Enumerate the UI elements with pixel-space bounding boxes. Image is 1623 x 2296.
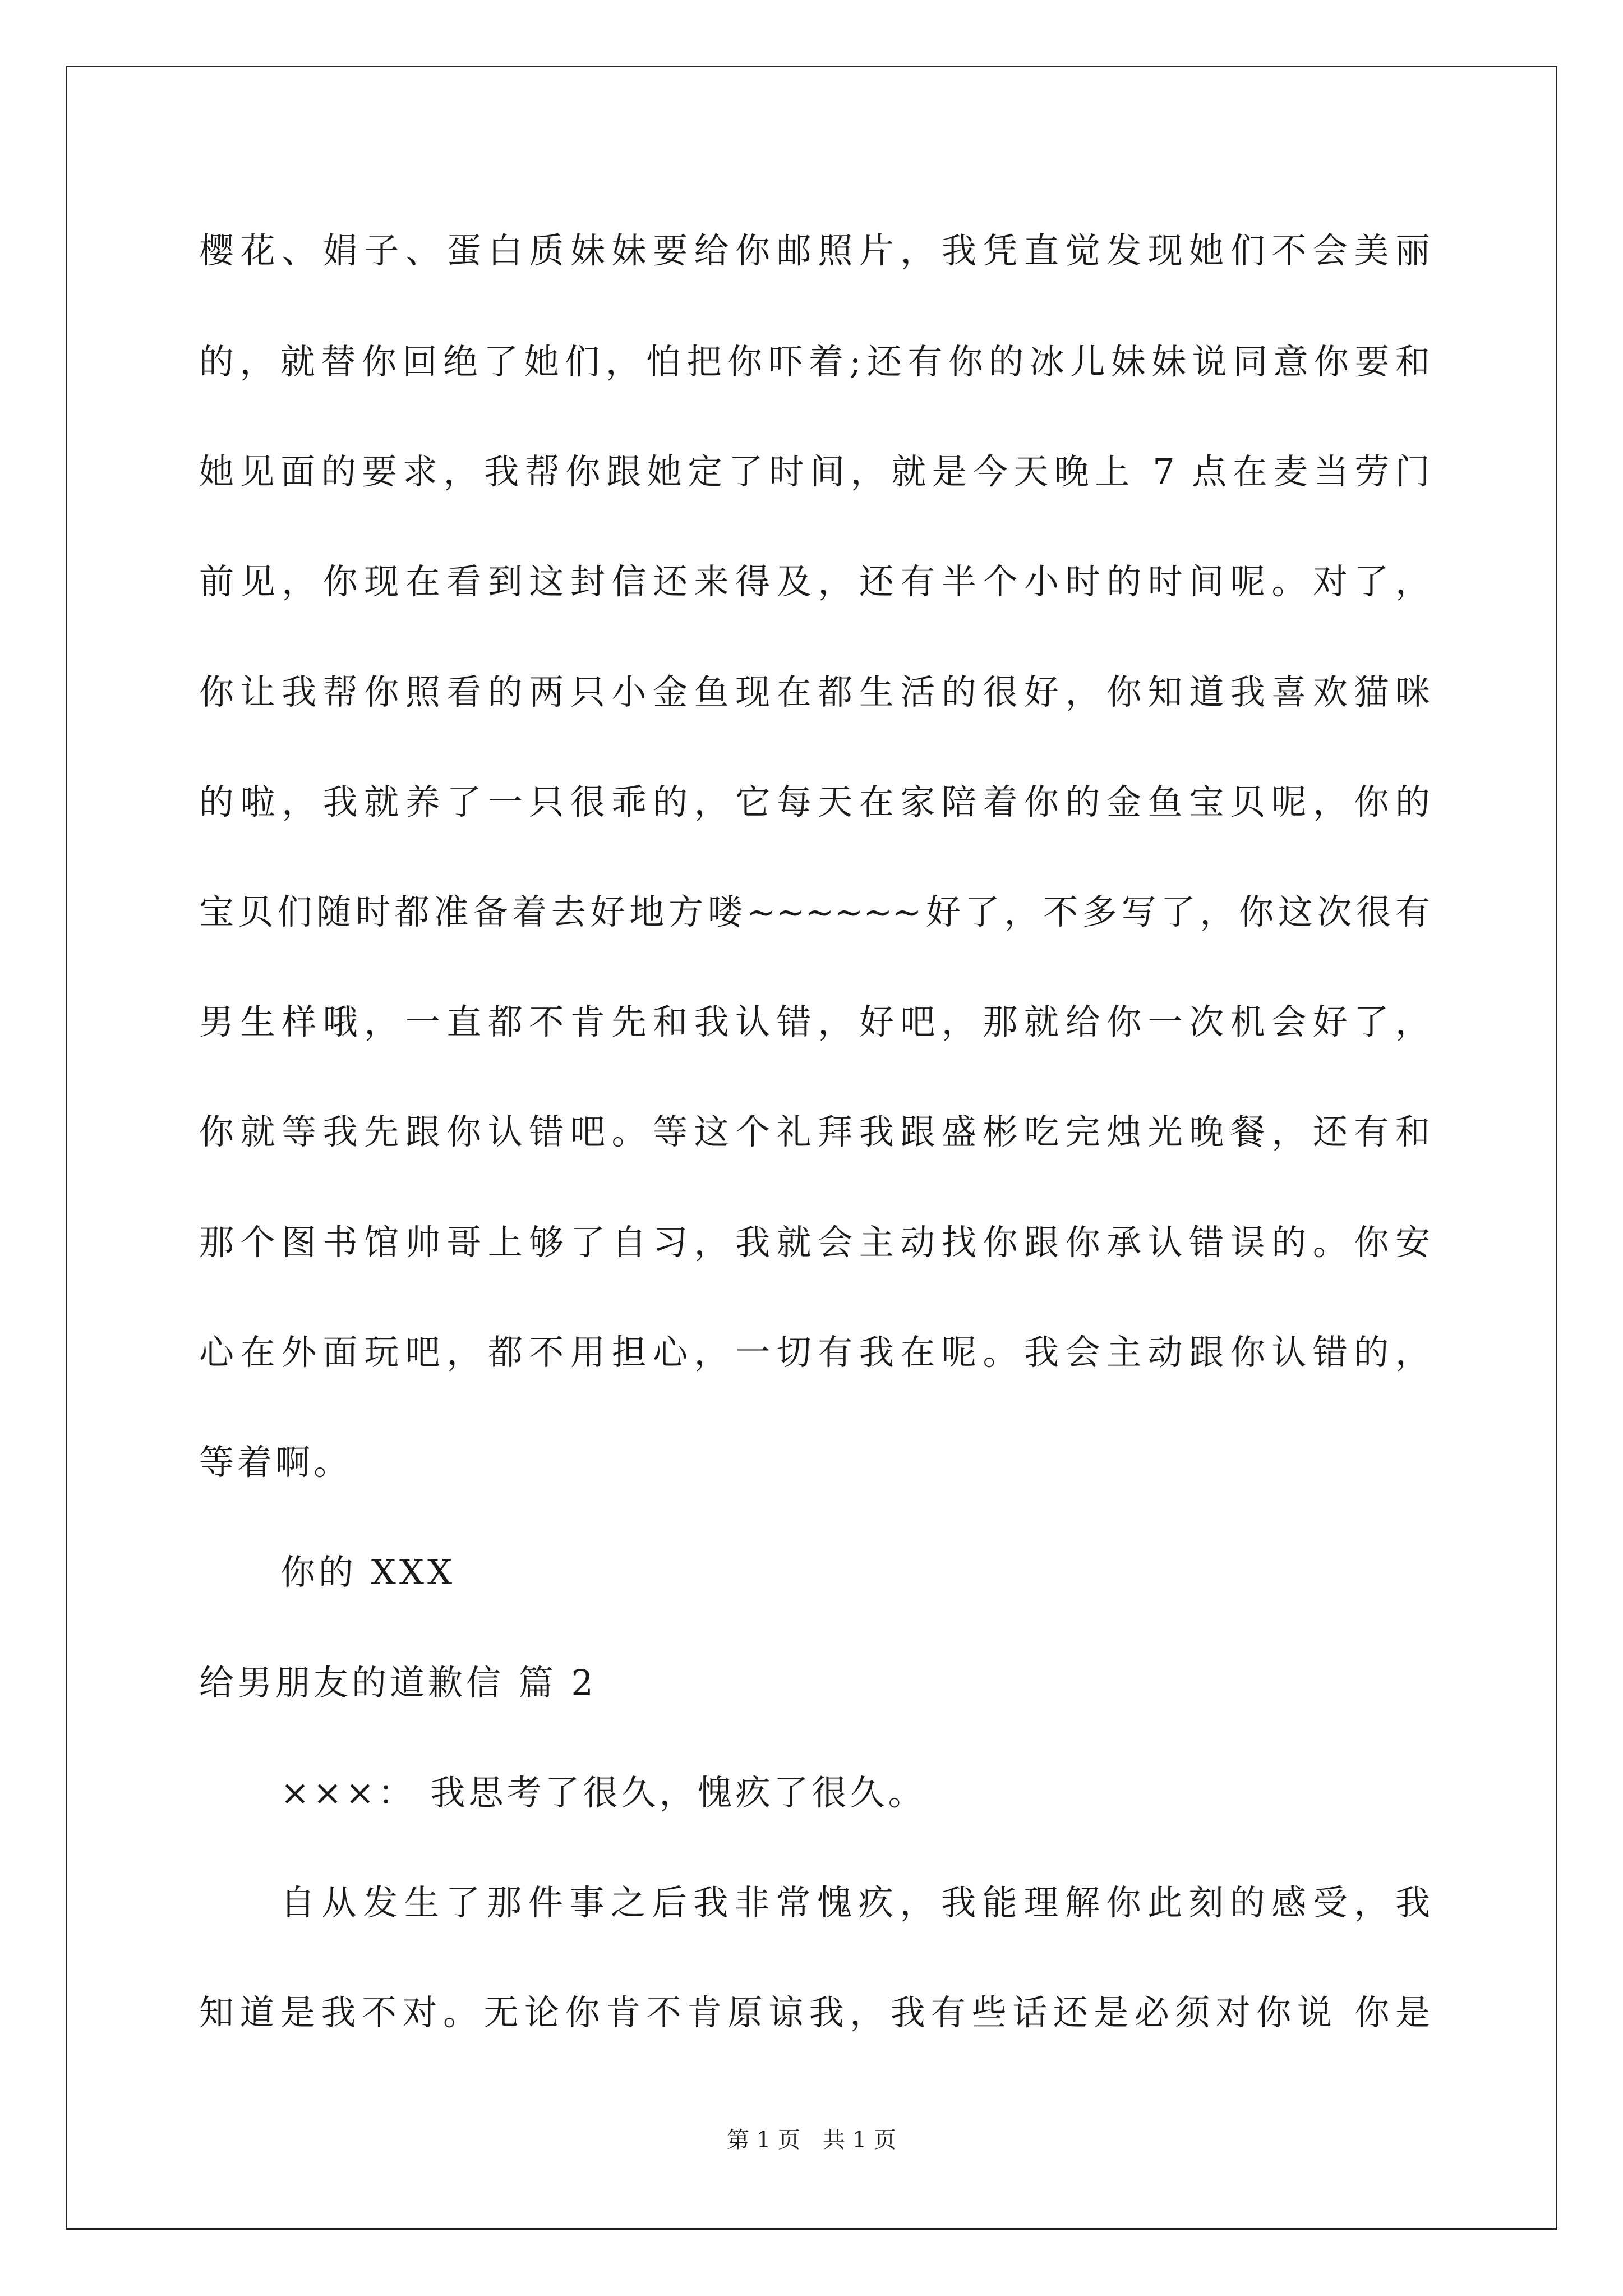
body-line-9: 你就等我先跟你认错吧。等这个礼拜我跟盛彬吃完烛光晚餐，还有和 xyxy=(199,1111,1430,1152)
body-line-5: 你让我帮你照看的两只小金鱼现在都生活的很好，你知道我喜欢猫咪 xyxy=(199,671,1430,712)
body-line-4: 前见，你现在看到这封信还来得及，还有半个小时的时间呢。对了， xyxy=(199,561,1430,602)
section-heading: 给男朋友的道歉信 篇 2 xyxy=(199,1662,597,1703)
paragraph2-line-2: 知道是我不对。无论你肯不肯原谅我，我有些话还是必须对你说 你是 xyxy=(199,1992,1430,2033)
body-line-2: 的，就替你回绝了她们，怕把你吓着;还有你的冰儿妹妹说同意你要和 xyxy=(199,341,1430,382)
page-footer: 第 1 页 共 1 页 xyxy=(727,2127,896,2153)
body-line-12: 等着啊。 xyxy=(199,1442,352,1483)
body-line-11: 心在外面玩吧，都不用担心，一切有我在呢。我会主动跟你认错的， xyxy=(199,1332,1430,1373)
paragraph2-line-1: 自从发生了那件事之后我非常愧疚，我能理解你此刻的感受，我 xyxy=(280,1882,1430,1923)
body-line-8: 男生样哦，一直都不肯先和我认错，好吧，那就给你一次机会好了， xyxy=(199,1001,1430,1042)
body-line-10: 那个图书馆帅哥上够了自习，我就会主动找你跟你承认错误的。你安 xyxy=(199,1222,1430,1263)
body-line-3: 她见面的要求，我帮你跟她定了时间，就是今天晚上 7 点在麦当劳门 xyxy=(199,451,1430,492)
body-line-1: 樱花、娟子、蛋白质妹妹要给你邮照片，我凭直觉发现她们不会美丽 xyxy=(199,230,1430,271)
body-line-7: 宝贝们随时都准备着去好地方喽~~~~~~好了，不多写了，你这次很有 xyxy=(199,891,1430,932)
salutation: ×××： 我思考了很久，愧疚了很久。 xyxy=(280,1772,926,1813)
signature: 你的 XXX xyxy=(280,1552,456,1593)
body-line-6: 的啦，我就养了一只很乖的，它每天在家陪着你的金鱼宝贝呢，你的 xyxy=(199,781,1430,822)
